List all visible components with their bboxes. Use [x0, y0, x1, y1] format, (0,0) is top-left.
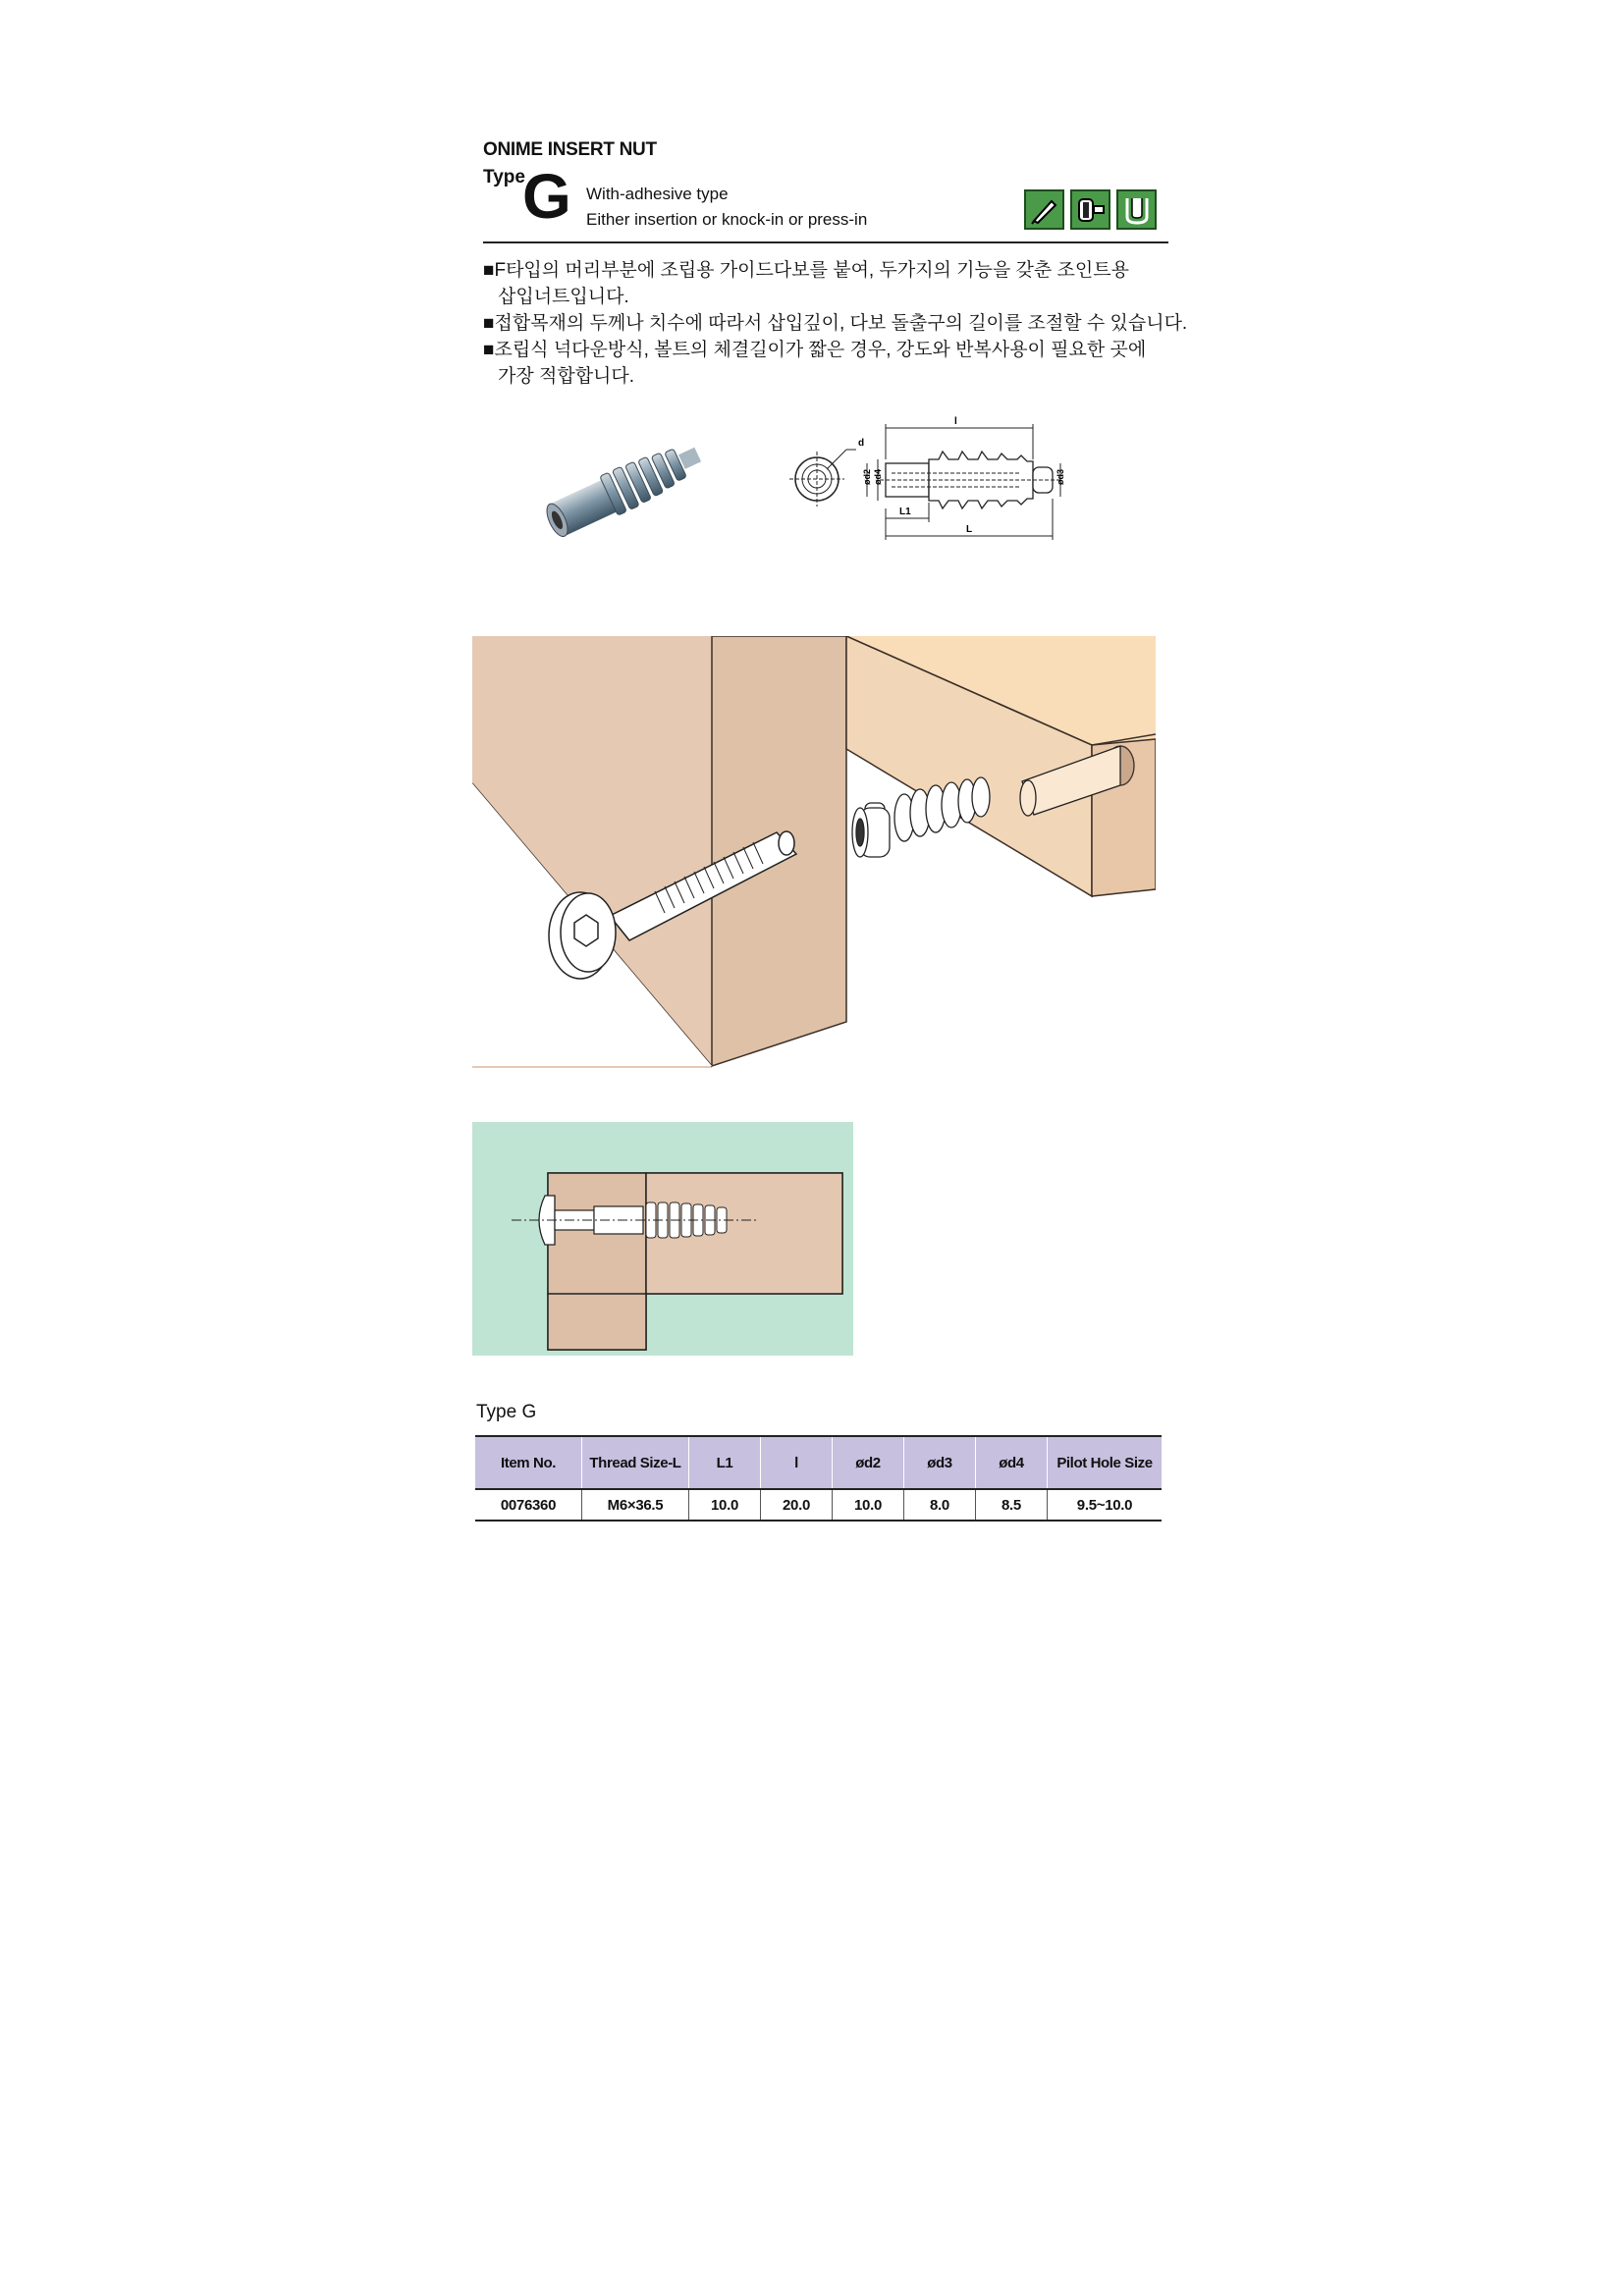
dimension-drawing	[776, 412, 1168, 560]
cell-d4: 8.5	[976, 1489, 1048, 1521]
header-rule	[483, 241, 1168, 243]
feature-line: ■조립식 넉다운방식, 볼트의 체결길이가 짧은 경우, 강도와 반복사용이 필요한 곳에	[483, 340, 1147, 360]
dim-L1: L1	[899, 507, 911, 517]
type-description-line1: With-adhesive type	[586, 185, 729, 203]
spec-table	[475, 1435, 1162, 1522]
cell-d2: 10.0	[833, 1489, 904, 1521]
table-header-row	[475, 1436, 1162, 1489]
cell-d3: 8.0	[904, 1489, 976, 1521]
cell-thread-size: M6×36.5	[582, 1489, 689, 1521]
installation-method-icons	[1024, 189, 1157, 230]
dim-l: l	[954, 416, 957, 427]
col-pilot-hole: Pilot Hole Size	[1048, 1436, 1163, 1489]
feature-line: ■접합목재의 두께나 치수에 따라서 삽입깊이, 다보 돌출구의 길이를 조절할 수 있습니다.	[483, 313, 1188, 334]
table-label: Type G	[476, 1402, 537, 1422]
dim-L: L	[966, 524, 973, 535]
dim-d3: ød3	[1056, 468, 1065, 485]
col-l: l	[761, 1436, 833, 1489]
catalog-title: ONIME INSERT NUT	[483, 139, 657, 160]
dim-d2: ød2	[862, 468, 872, 485]
col-thread-size: Thread Size-L	[582, 1436, 689, 1489]
type-description-line2: Either insertion or knock-in or press-in	[586, 210, 868, 229]
feature-line: ■F타입의 머리부분에 조립용 가이드다보를 붙여, 두가지의 기능을 갖춘 조인트용	[483, 260, 1129, 281]
cross-section-illustration	[472, 1122, 853, 1356]
press-in-icon	[1116, 189, 1157, 230]
type-word: Type	[483, 167, 525, 187]
product-photo	[530, 428, 727, 546]
dim-d: d	[858, 438, 865, 449]
col-d3: ød3	[904, 1436, 976, 1489]
feature-list	[483, 257, 1210, 390]
col-d4: ød4	[976, 1436, 1048, 1489]
feature-line: 가장 적합합니다.	[498, 366, 635, 387]
col-item-no: Item No.	[475, 1436, 582, 1489]
col-d2: ød2	[833, 1436, 904, 1489]
dim-d4: ød4	[873, 468, 883, 485]
col-L1: L1	[689, 1436, 761, 1489]
cell-pilot-hole: 9.5~10.0	[1048, 1489, 1163, 1521]
knock-in-icon	[1070, 189, 1110, 230]
insertion-icon	[1024, 189, 1064, 230]
feature-line: 삽입너트입니다.	[498, 287, 629, 307]
cell-L1: 10.0	[689, 1489, 761, 1521]
cell-l: 20.0	[761, 1489, 833, 1521]
table-row	[475, 1489, 1162, 1521]
assembly-illustration	[472, 636, 1156, 1068]
end-view	[789, 450, 856, 507]
cell-item-no: 0076360	[475, 1489, 582, 1521]
type-letter: G	[522, 161, 569, 232]
